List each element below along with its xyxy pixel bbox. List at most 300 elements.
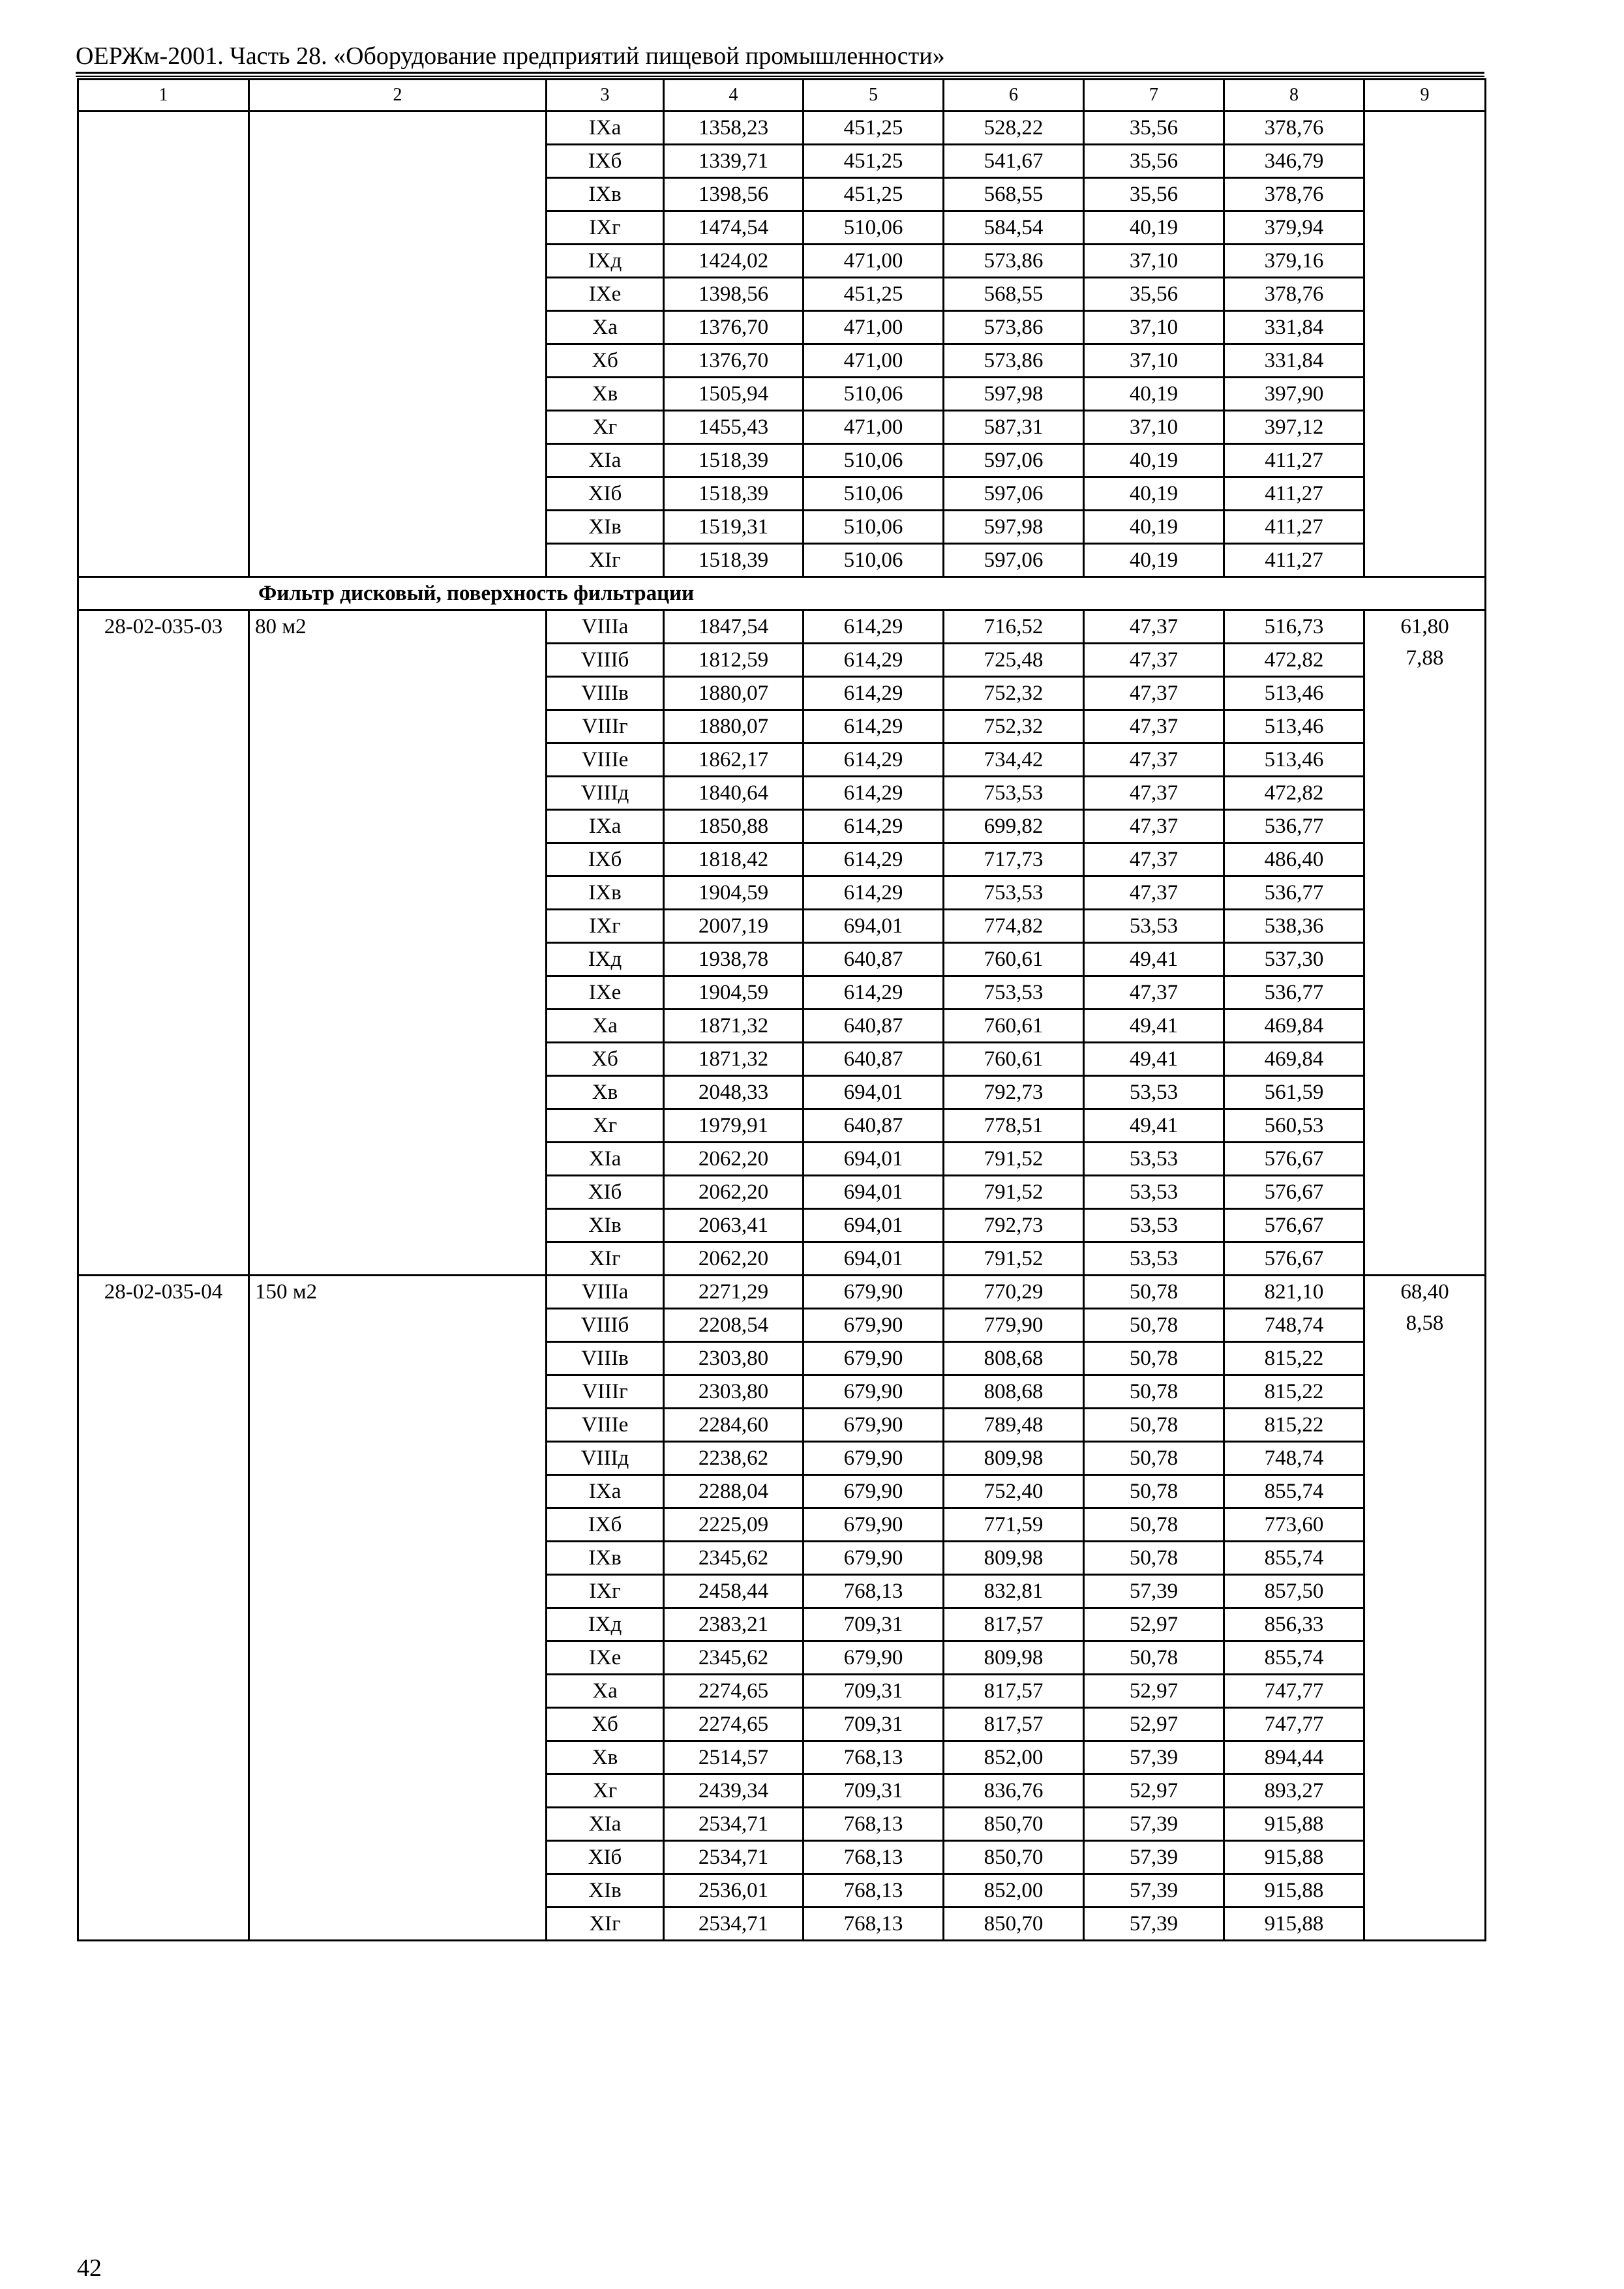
col-6-machines: 817,57 xyxy=(944,1608,1084,1641)
col-6-machines: 597,06 xyxy=(944,477,1084,511)
col-7-machinist-wages: 47,37 xyxy=(1084,710,1224,743)
col-8-materials: 538,36 xyxy=(1224,910,1364,943)
col-3-resource-class: XIв xyxy=(547,1209,664,1242)
col-3-resource-class: VIIIе xyxy=(547,743,664,777)
col-7-machinist-wages: 52,97 xyxy=(1084,1708,1224,1741)
col-8-materials: 893,27 xyxy=(1224,1774,1364,1808)
col-5-wages: 768,13 xyxy=(804,1874,944,1908)
col-6-machines: 734,42 xyxy=(944,743,1084,777)
col-6-machines: 852,00 xyxy=(944,1741,1084,1774)
col-5-wages: 471,00 xyxy=(804,411,944,444)
table-body xyxy=(78,80,1486,1941)
col-7-machinist-wages: 37,10 xyxy=(1084,245,1224,278)
col-4-total: 1812,59 xyxy=(664,644,804,677)
col-6-machines: 850,70 xyxy=(944,1841,1084,1874)
col-8-materials: 815,22 xyxy=(1224,1342,1364,1375)
col-8-materials: 513,46 xyxy=(1224,743,1364,777)
col-4-total: 1840,64 xyxy=(664,777,804,810)
col-3-resource-class: XIг xyxy=(547,1242,664,1276)
col-4-total: 2534,71 xyxy=(664,1808,804,1841)
col-8-materials: 856,33 xyxy=(1224,1608,1364,1641)
col-7-machinist-wages: 47,37 xyxy=(1084,876,1224,910)
col-6-machines: 809,98 xyxy=(944,1641,1084,1675)
item-code: 28-02-035-04 xyxy=(78,1276,249,1941)
col-4-total: 2048,33 xyxy=(664,1076,804,1109)
col-8-materials: 472,82 xyxy=(1224,777,1364,810)
col-3-resource-class: XIг xyxy=(547,544,664,577)
col-5-wages: 614,29 xyxy=(804,876,944,910)
section-title-row xyxy=(78,577,1486,610)
col-3-resource-class: XIв xyxy=(547,1874,664,1908)
col-6-machines: 597,98 xyxy=(944,511,1084,544)
col-4-total: 2345,62 xyxy=(664,1542,804,1575)
col-5-wages: 679,90 xyxy=(804,1309,944,1342)
col-8-materials: 516,73 xyxy=(1224,610,1364,644)
col-8-materials: 486,40 xyxy=(1224,843,1364,876)
col-6-machines: 779,90 xyxy=(944,1309,1084,1342)
col-5-wages: 694,01 xyxy=(804,1076,944,1109)
col-8-materials: 513,46 xyxy=(1224,710,1364,743)
col-6-machines: 852,00 xyxy=(944,1874,1084,1908)
col-8-materials: 378,76 xyxy=(1224,112,1364,145)
col-4-total: 2288,04 xyxy=(664,1475,804,1508)
column-number-6: 6 xyxy=(944,80,1084,112)
col-4-total: 2225,09 xyxy=(664,1508,804,1542)
header-rule-bottom xyxy=(76,76,1484,77)
col-3-resource-class: IXд xyxy=(547,1608,664,1641)
col-8-materials: 915,88 xyxy=(1224,1841,1364,1874)
col-4-total: 2274,65 xyxy=(664,1675,804,1708)
col-4-total: 1518,39 xyxy=(664,477,804,511)
col-8-materials: 855,74 xyxy=(1224,1641,1364,1675)
col-7-machinist-wages: 47,37 xyxy=(1084,777,1224,810)
col-4-total: 1505,94 xyxy=(664,378,804,411)
col-6-machines: 791,52 xyxy=(944,1242,1084,1276)
column-number-3: 3 xyxy=(547,80,664,112)
col-4-total: 2514,57 xyxy=(664,1741,804,1774)
col-4-total: 1518,39 xyxy=(664,544,804,577)
col-4-total: 1871,32 xyxy=(664,1010,804,1043)
col-5-wages: 679,90 xyxy=(804,1342,944,1375)
col-5-wages: 768,13 xyxy=(804,1908,944,1941)
item-name: 80 м2 xyxy=(249,610,547,1276)
col-8-materials: 536,77 xyxy=(1224,876,1364,910)
col-5-wages: 694,01 xyxy=(804,1242,944,1276)
col-8-materials: 748,74 xyxy=(1224,1442,1364,1475)
col-8-materials: 857,50 xyxy=(1224,1575,1364,1608)
col-4-total: 1938,78 xyxy=(664,943,804,976)
col-7-machinist-wages: 52,97 xyxy=(1084,1608,1224,1641)
col-4-total: 1862,17 xyxy=(664,743,804,777)
col-8-materials: 537,30 xyxy=(1224,943,1364,976)
col-3-resource-class: IXа xyxy=(547,810,664,843)
col-5-wages: 614,29 xyxy=(804,710,944,743)
col-7-machinist-wages: 35,56 xyxy=(1084,178,1224,211)
col-3-resource-class: Xа xyxy=(547,1675,664,1708)
col-6-machines: 808,68 xyxy=(944,1342,1084,1375)
col-4-total: 1847,54 xyxy=(664,610,804,644)
col-4-total: 2534,71 xyxy=(664,1908,804,1941)
col-7-machinist-wages: 37,10 xyxy=(1084,344,1224,378)
col-8-materials: 576,67 xyxy=(1224,1209,1364,1242)
col-4-total: 1398,56 xyxy=(664,178,804,211)
col-5-wages: 614,29 xyxy=(804,777,944,810)
col-9-value-primary: 68,40 xyxy=(1400,1280,1449,1304)
col-3-resource-class: Xв xyxy=(547,1741,664,1774)
col-7-machinist-wages: 57,39 xyxy=(1084,1874,1224,1908)
col-7-machinist-wages: 50,78 xyxy=(1084,1508,1224,1542)
price-table xyxy=(77,78,1486,1941)
col-4-total: 2383,21 xyxy=(664,1608,804,1641)
col-6-machines: 528,22 xyxy=(944,112,1084,145)
col-6-machines: 778,51 xyxy=(944,1109,1084,1143)
col-7-machinist-wages: 50,78 xyxy=(1084,1375,1224,1409)
col-5-wages: 471,00 xyxy=(804,245,944,278)
col-4-total: 1904,59 xyxy=(664,876,804,910)
column-number-7: 7 xyxy=(1084,80,1224,112)
col-5-wages: 510,06 xyxy=(804,378,944,411)
col-6-machines: 808,68 xyxy=(944,1375,1084,1409)
col-3-resource-class: Xа xyxy=(547,1010,664,1043)
col-5-wages: 614,29 xyxy=(804,677,944,710)
col-3-resource-class: IXг xyxy=(547,211,664,245)
col-3-resource-class: IXе xyxy=(547,278,664,311)
col-3-resource-class: Xг xyxy=(547,1774,664,1808)
col-5-wages: 640,87 xyxy=(804,1043,944,1076)
col-5-wages: 694,01 xyxy=(804,1209,944,1242)
col-7-machinist-wages: 49,41 xyxy=(1084,1010,1224,1043)
table-row xyxy=(78,112,1486,145)
col-5-wages: 709,31 xyxy=(804,1608,944,1641)
col-5-wages: 510,06 xyxy=(804,511,944,544)
col-6-machines: 597,98 xyxy=(944,378,1084,411)
col-4-total: 2062,20 xyxy=(664,1242,804,1276)
col-8-materials: 561,59 xyxy=(1224,1076,1364,1109)
col-8-materials: 855,74 xyxy=(1224,1542,1364,1575)
col-7-machinist-wages: 47,37 xyxy=(1084,610,1224,644)
column-number-1: 1 xyxy=(78,80,249,112)
col-6-machines: 597,06 xyxy=(944,444,1084,477)
col-3-resource-class: VIIIб xyxy=(547,644,664,677)
col-7-machinist-wages: 57,39 xyxy=(1084,1808,1224,1841)
col-5-wages: 510,06 xyxy=(804,444,944,477)
col-5-wages: 679,90 xyxy=(804,1409,944,1442)
col-7-machinist-wages: 47,37 xyxy=(1084,743,1224,777)
col-5-wages: 451,25 xyxy=(804,178,944,211)
col-9-cell xyxy=(1364,112,1486,577)
col-8-materials: 560,53 xyxy=(1224,1109,1364,1143)
col-8-materials: 378,76 xyxy=(1224,278,1364,311)
col-7-machinist-wages: 53,53 xyxy=(1084,1209,1224,1242)
col-6-machines: 725,48 xyxy=(944,644,1084,677)
col-8-materials: 748,74 xyxy=(1224,1309,1364,1342)
col-3-resource-class: XIа xyxy=(547,444,664,477)
col-7-machinist-wages: 52,97 xyxy=(1084,1675,1224,1708)
col-6-machines: 832,81 xyxy=(944,1575,1084,1608)
col-5-wages: 510,06 xyxy=(804,211,944,245)
col-8-materials: 576,67 xyxy=(1224,1176,1364,1209)
col-7-machinist-wages: 40,19 xyxy=(1084,477,1224,511)
col-4-total: 1358,23 xyxy=(664,112,804,145)
col-7-machinist-wages: 50,78 xyxy=(1084,1342,1224,1375)
column-numbers-row xyxy=(78,80,1486,112)
col-7-machinist-wages: 40,19 xyxy=(1084,544,1224,577)
col-4-total: 1979,91 xyxy=(664,1109,804,1143)
col-3-resource-class: XIг xyxy=(547,1908,664,1941)
col-5-wages: 451,25 xyxy=(804,112,944,145)
col-9-value-secondary: 7,88 xyxy=(1406,646,1444,670)
col-8-materials: 331,84 xyxy=(1224,311,1364,344)
col-8-materials: 411,27 xyxy=(1224,477,1364,511)
col-3-resource-class: Xг xyxy=(547,1109,664,1143)
col-9-value-secondary: 8,58 xyxy=(1406,1311,1444,1335)
col-5-wages: 510,06 xyxy=(804,544,944,577)
col-6-machines: 817,57 xyxy=(944,1675,1084,1708)
col-7-machinist-wages: 50,78 xyxy=(1084,1276,1224,1309)
col-5-wages: 614,29 xyxy=(804,810,944,843)
col-6-machines: 760,61 xyxy=(944,1043,1084,1076)
col-3-resource-class: VIIIа xyxy=(547,610,664,644)
col-7-machinist-wages: 57,39 xyxy=(1084,1741,1224,1774)
col-1-code-cell xyxy=(78,112,249,577)
col-8-materials: 815,22 xyxy=(1224,1375,1364,1409)
col-6-machines: 753,53 xyxy=(944,777,1084,810)
col-4-total: 2303,80 xyxy=(664,1342,804,1375)
col-5-wages: 614,29 xyxy=(804,976,944,1010)
col-4-total: 1398,56 xyxy=(664,278,804,311)
col-7-machinist-wages: 49,41 xyxy=(1084,1109,1224,1143)
col-4-total: 1376,70 xyxy=(664,344,804,378)
col-5-wages: 614,29 xyxy=(804,610,944,644)
col-4-total: 1850,88 xyxy=(664,810,804,843)
col-6-machines: 573,86 xyxy=(944,344,1084,378)
col-7-machinist-wages: 47,37 xyxy=(1084,644,1224,677)
column-number-9: 9 xyxy=(1364,80,1486,112)
col-6-machines: 717,73 xyxy=(944,843,1084,876)
col-8-materials: 915,88 xyxy=(1224,1908,1364,1941)
col-5-wages: 768,13 xyxy=(804,1741,944,1774)
col-8-materials: 411,27 xyxy=(1224,444,1364,477)
col-5-wages: 614,29 xyxy=(804,743,944,777)
col-6-machines: 760,61 xyxy=(944,943,1084,976)
col-4-total: 1880,07 xyxy=(664,677,804,710)
col-5-wages: 640,87 xyxy=(804,1010,944,1043)
col-8-materials: 397,12 xyxy=(1224,411,1364,444)
col-7-machinist-wages: 47,37 xyxy=(1084,677,1224,710)
col-3-resource-class: VIIIд xyxy=(547,1442,664,1475)
col-5-wages: 768,13 xyxy=(804,1841,944,1874)
col-8-materials: 331,84 xyxy=(1224,344,1364,378)
col-6-machines: 541,67 xyxy=(944,145,1084,178)
col-6-machines: 584,54 xyxy=(944,211,1084,245)
col-4-total: 2345,62 xyxy=(664,1641,804,1675)
col-3-resource-class: Xб xyxy=(547,1043,664,1076)
col-4-total: 2063,41 xyxy=(664,1209,804,1242)
col-8-materials: 815,22 xyxy=(1224,1409,1364,1442)
col-6-machines: 792,73 xyxy=(944,1076,1084,1109)
table-row xyxy=(78,1276,1486,1309)
col-5-wages: 679,90 xyxy=(804,1542,944,1575)
col-7-machinist-wages: 50,78 xyxy=(1084,1475,1224,1508)
col-8-materials: 773,60 xyxy=(1224,1508,1364,1542)
col-3-resource-class: Xв xyxy=(547,378,664,411)
col-7-machinist-wages: 57,39 xyxy=(1084,1908,1224,1941)
col-3-resource-class: VIIIг xyxy=(547,710,664,743)
col-3-resource-class: VIIIв xyxy=(547,677,664,710)
col-5-wages: 679,90 xyxy=(804,1276,944,1309)
col-6-machines: 817,57 xyxy=(944,1708,1084,1741)
col-2-name-cell xyxy=(249,112,547,577)
col-7-machinist-wages: 49,41 xyxy=(1084,1043,1224,1076)
col-6-machines: 573,86 xyxy=(944,245,1084,278)
column-number-4: 4 xyxy=(664,80,804,112)
header-rule-top xyxy=(76,72,1484,74)
col-5-wages: 471,00 xyxy=(804,311,944,344)
col-5-wages: 451,25 xyxy=(804,145,944,178)
col-4-total: 2274,65 xyxy=(664,1708,804,1741)
col-6-machines: 791,52 xyxy=(944,1176,1084,1209)
col-8-materials: 536,77 xyxy=(1224,976,1364,1010)
col-3-resource-class: IXв xyxy=(547,876,664,910)
column-number-5: 5 xyxy=(804,80,944,112)
col-6-machines: 850,70 xyxy=(944,1808,1084,1841)
col-6-machines: 753,53 xyxy=(944,976,1084,1010)
col-7-machinist-wages: 50,78 xyxy=(1084,1309,1224,1342)
col-3-resource-class: VIIIа xyxy=(547,1276,664,1309)
col-5-wages: 640,87 xyxy=(804,1109,944,1143)
col-6-machines: 587,31 xyxy=(944,411,1084,444)
col-3-resource-class: Xа xyxy=(547,311,664,344)
col-4-total: 2062,20 xyxy=(664,1143,804,1176)
col-6-machines: 760,61 xyxy=(944,1010,1084,1043)
col-4-total: 1339,71 xyxy=(664,145,804,178)
col-3-resource-class: Xб xyxy=(547,344,664,378)
col-5-wages: 640,87 xyxy=(804,943,944,976)
col-3-resource-class: XIб xyxy=(547,1176,664,1209)
col-4-total: 2007,19 xyxy=(664,910,804,943)
col-7-machinist-wages: 53,53 xyxy=(1084,1143,1224,1176)
col-7-machinist-wages: 35,56 xyxy=(1084,278,1224,311)
col-3-resource-class: IXб xyxy=(547,843,664,876)
col-8-materials: 747,77 xyxy=(1224,1708,1364,1741)
col-7-machinist-wages: 57,39 xyxy=(1084,1841,1224,1874)
col-8-materials: 915,88 xyxy=(1224,1874,1364,1908)
col-3-resource-class: XIб xyxy=(547,1841,664,1874)
col-6-machines: 597,06 xyxy=(944,544,1084,577)
col-6-machines: 752,32 xyxy=(944,677,1084,710)
col-6-machines: 836,76 xyxy=(944,1774,1084,1808)
col-6-machines: 789,48 xyxy=(944,1409,1084,1442)
col-5-wages: 694,01 xyxy=(804,910,944,943)
col-4-total: 2534,71 xyxy=(664,1841,804,1874)
col-3-resource-class: XIв xyxy=(547,511,664,544)
col-8-materials: 576,67 xyxy=(1224,1143,1364,1176)
col-6-machines: 716,52 xyxy=(944,610,1084,644)
col-8-materials: 513,46 xyxy=(1224,677,1364,710)
col-4-total: 1880,07 xyxy=(664,710,804,743)
col-3-resource-class: IXб xyxy=(547,145,664,178)
col-3-resource-class: IXе xyxy=(547,976,664,1010)
page-header-title: ОЕРЖм-2001. Часть 28. «Оборудование предприятий пищевой промышленности» xyxy=(76,42,945,70)
item-name: 150 м2 xyxy=(249,1276,547,1941)
col-7-machinist-wages: 35,56 xyxy=(1084,145,1224,178)
col-4-total: 2062,20 xyxy=(664,1176,804,1209)
col-4-total: 1455,43 xyxy=(664,411,804,444)
col-7-machinist-wages: 40,19 xyxy=(1084,511,1224,544)
table-row xyxy=(78,610,1486,644)
col-3-resource-class: VIIIе xyxy=(547,1409,664,1442)
col-4-total: 2284,60 xyxy=(664,1409,804,1442)
col-6-machines: 753,53 xyxy=(944,876,1084,910)
col-5-wages: 768,13 xyxy=(804,1575,944,1608)
col-4-total: 2238,62 xyxy=(664,1442,804,1475)
col-7-machinist-wages: 47,37 xyxy=(1084,976,1224,1010)
col-7-machinist-wages: 40,19 xyxy=(1084,444,1224,477)
col-8-materials: 411,27 xyxy=(1224,511,1364,544)
col-7-machinist-wages: 50,78 xyxy=(1084,1442,1224,1475)
col-5-wages: 451,25 xyxy=(804,278,944,311)
col-7-machinist-wages: 53,53 xyxy=(1084,1242,1224,1276)
col-8-materials: 472,82 xyxy=(1224,644,1364,677)
col-7-machinist-wages: 47,37 xyxy=(1084,810,1224,843)
col-6-machines: 774,82 xyxy=(944,910,1084,943)
col-7-machinist-wages: 53,53 xyxy=(1084,910,1224,943)
col-9-value-primary: 61,80 xyxy=(1400,615,1449,638)
col-3-resource-class: IXд xyxy=(547,943,664,976)
col-6-machines: 752,40 xyxy=(944,1475,1084,1508)
col-3-resource-class: IXд xyxy=(547,245,664,278)
col-5-wages: 768,13 xyxy=(804,1808,944,1841)
col-7-machinist-wages: 52,97 xyxy=(1084,1774,1224,1808)
col-7-machinist-wages: 57,39 xyxy=(1084,1575,1224,1608)
col-5-wages: 510,06 xyxy=(804,477,944,511)
col-3-resource-class: Xв xyxy=(547,1076,664,1109)
col-9-cell xyxy=(1364,610,1486,1276)
col-6-machines: 791,52 xyxy=(944,1143,1084,1176)
col-9-cell xyxy=(1364,1276,1486,1941)
col-8-materials: 397,90 xyxy=(1224,378,1364,411)
col-5-wages: 709,31 xyxy=(804,1774,944,1808)
col-8-materials: 894,44 xyxy=(1224,1741,1364,1774)
col-5-wages: 679,90 xyxy=(804,1375,944,1409)
col-3-resource-class: XIа xyxy=(547,1143,664,1176)
col-3-resource-class: IXб xyxy=(547,1508,664,1542)
col-6-machines: 809,98 xyxy=(944,1442,1084,1475)
col-4-total: 1818,42 xyxy=(664,843,804,876)
col-3-resource-class: VIIIб xyxy=(547,1309,664,1342)
col-7-machinist-wages: 50,78 xyxy=(1084,1542,1224,1575)
col-3-resource-class: IXв xyxy=(547,178,664,211)
col-3-resource-class: IXа xyxy=(547,112,664,145)
col-6-machines: 568,55 xyxy=(944,178,1084,211)
column-number-8: 8 xyxy=(1224,80,1364,112)
col-7-machinist-wages: 47,37 xyxy=(1084,843,1224,876)
col-7-machinist-wages: 50,78 xyxy=(1084,1409,1224,1442)
col-6-machines: 699,82 xyxy=(944,810,1084,843)
col-3-resource-class: IXв xyxy=(547,1542,664,1575)
col-7-machinist-wages: 53,53 xyxy=(1084,1176,1224,1209)
col-4-total: 1376,70 xyxy=(664,311,804,344)
col-5-wages: 694,01 xyxy=(804,1176,944,1209)
col-3-resource-class: XIб xyxy=(547,477,664,511)
col-3-resource-class: VIIIд xyxy=(547,777,664,810)
col-7-machinist-wages: 50,78 xyxy=(1084,1641,1224,1675)
col-3-resource-class: Xб xyxy=(547,1708,664,1741)
col-8-materials: 379,94 xyxy=(1224,211,1364,245)
col-3-resource-class: IXа xyxy=(547,1475,664,1508)
col-7-machinist-wages: 53,53 xyxy=(1084,1076,1224,1109)
col-7-machinist-wages: 37,10 xyxy=(1084,311,1224,344)
